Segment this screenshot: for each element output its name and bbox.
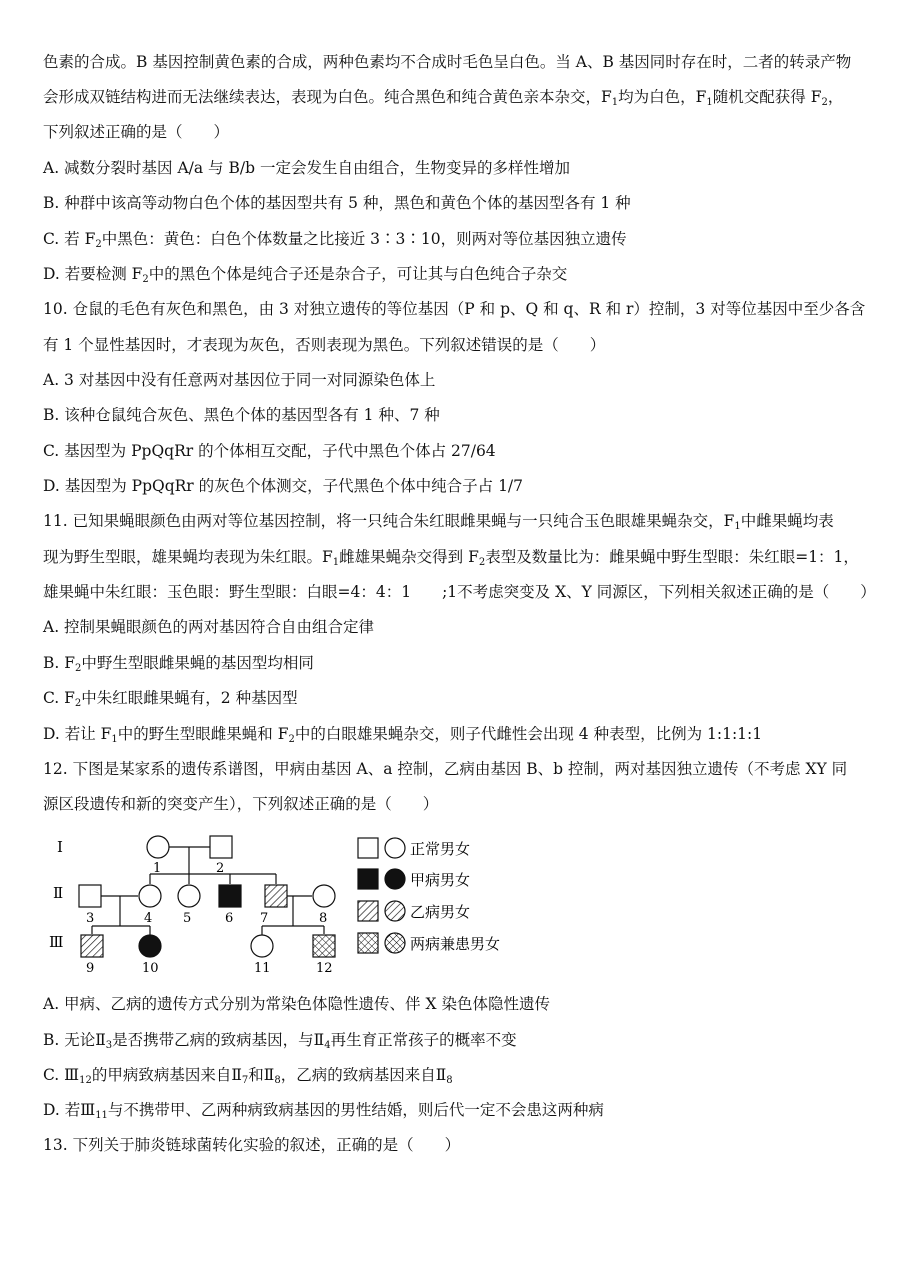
q11-stem-line2: 现为野生型眼，雄果蝇均表现为朱红眼。$F_1$雌雄果蝇杂交得到 $F_2$表型及数量比为：雌果蝇中野生型眼：朱红眼=1：1， — [43, 548, 859, 568]
q12-option-a: A. 甲病、乙病的遗传方式分别为常染色体隐性遗传、伴 X 染色体隐性遗传 — [43, 995, 550, 1013]
individual-III-11 — [251, 935, 273, 957]
individual-II-7 — [265, 885, 287, 907]
q10-stem-line2: 有 1 个显性基因时，才表现为灰色，否则表现为黑色。下列叙述错误的是（ ） — [43, 336, 606, 354]
q9-stem-line2: 会形成双链结构进而无法继续表达，表现为白色。纯合黑色和纯合黄色亲本杂交，$F_1$均为白色，$F_1$随机交配获得 $F_2$， — [43, 88, 844, 108]
individual-number-5: 5 — [183, 911, 192, 926]
q10-option-a: A. 3 对基因中没有任意两对基因位于同一对同源染色体上 — [43, 371, 436, 389]
q12-stem-line2: 源区段遗传和新的突变产生），下列叙述正确的是（ ） — [43, 795, 439, 813]
q12-option-b: B. 无论$Ⅱ_3$是否携带乙病的致病基因，与$Ⅱ_4$再生育正常孩子的概率不变 — [43, 1031, 517, 1051]
legend-both-diseases-male-symbol — [358, 933, 378, 953]
legend-normal-female-symbol — [385, 838, 405, 858]
legend-normal-male-symbol — [358, 838, 378, 858]
q12-stem-line1: 12. 下图是某家系的遗传系谱图，甲病由基因 A、a 控制，乙病由基因 B、b 控制，两对基因独立遗传（不考虑 XY 同 — [43, 760, 848, 778]
generation-label-II: Ⅱ — [53, 884, 64, 902]
q11-stem-line1: 11. 已知果蝇眼颜色由两对等位基因控制，将一只纯合朱红眼雌果蝇与一只纯合玉色眼雄果蝇杂交，$F_1$中雌果蝇均表 — [43, 512, 834, 532]
individual-III-12 — [313, 935, 335, 957]
individual-number-3: 3 — [86, 911, 95, 926]
q9-stem-line3: 下列叙述正确的是（ ） — [43, 123, 230, 141]
generation-label-III: Ⅲ — [49, 933, 64, 951]
individual-number-6: 6 — [225, 911, 234, 926]
pedigree-legend — [358, 838, 500, 953]
individual-II-4 — [139, 885, 161, 907]
q13-stem: 13. 下列关于肺炎链球菌转化实验的叙述，正确的是（ ） — [43, 1136, 461, 1154]
legend-disease-a-female-symbol — [385, 869, 405, 889]
individual-II-6 — [219, 885, 241, 907]
individual-number-4: 4 — [144, 911, 153, 926]
individual-number-8: 8 — [319, 911, 328, 926]
individual-I-2 — [210, 836, 232, 858]
q9-stem-line1: 色素的合成。B 基因控制黄色素的合成，两种色素均不合成时毛色呈白色。当 A、B 基因同时存在时，二者的转录产物 — [43, 53, 852, 71]
individual-III-10 — [139, 935, 161, 957]
q12-option-d: D. 若$Ⅲ_{11}$与不携带甲、乙两种病致病基因的男性结婚，则后代一定不会患这两种病 — [43, 1101, 604, 1121]
individual-II-5 — [178, 885, 200, 907]
q12-option-c: C. $Ⅲ_{12}$的甲病致病基因来自$Ⅱ_7$和$Ⅱ_8$，乙病的致病基因来自$Ⅱ_8$ — [43, 1066, 453, 1086]
q9-option-b: B. 种群中该高等动物白色个体的基因型共有 5 种，黑色和黄色个体的基因型各有 1 种 — [43, 194, 631, 212]
legend-both-diseases-female-symbol — [385, 933, 405, 953]
legend-disease-b-male-symbol — [358, 901, 378, 921]
q10-option-c: C. 基因型为 PpQqRr 的个体相互交配，子代中黑色个体占 27/64 — [43, 442, 496, 460]
q9-option-a: A. 减数分裂时基因 A/a 与 B/b 一定会发生自由组合，生物变异的多样性增加 — [43, 159, 570, 177]
legend-both-diseases-label: 两病兼患男女 — [410, 935, 501, 953]
individual-III-9 — [81, 935, 103, 957]
individual-number-12: 12 — [316, 961, 333, 976]
pedigree-chart — [43, 822, 523, 980]
legend-disease-b-female-symbol — [385, 901, 405, 921]
legend-disease-a-male-symbol — [358, 869, 378, 889]
legend-disease-b-label: 乙病男女 — [410, 903, 471, 921]
q9-option-c: C. 若 $F_2$中黑色：黄色：白色个体数量之比接近 3∶3∶10，则两对等位基因独立遗传 — [43, 230, 627, 250]
individual-number-11: 11 — [254, 961, 271, 976]
legend-disease-a-label: 甲病男女 — [410, 871, 471, 889]
q11-option-c: C. $F_2$中朱红眼雌果蝇有，2 种基因型 — [43, 689, 298, 709]
individual-II-3 — [79, 885, 101, 907]
individual-number-1: 1 — [153, 861, 162, 876]
q11-option-b: B. $F_2$中野生型眼雌果蝇的基因型均相同 — [43, 654, 314, 674]
q10-option-d: D. 基因型为 PpQqRr 的灰色个体测交，子代黑色个体中纯合子占 1/7 — [43, 477, 524, 495]
q10-option-b: B. 该种仓鼠纯合灰色、黑色个体的基因型各有 1 种、7 种 — [43, 406, 440, 424]
q11-stem-line3: 雄果蝇中朱红眼：玉色眼：野生型眼：白眼=4：4：1 ;1不考虑突变及 X、Y 同源区，下列相关叙述正确的是（ ） — [43, 583, 876, 601]
q9-option-d: D. 若要检测 $F_2$中的黑色个体是纯合子还是杂合子，可让其与白色纯合子杂交 — [43, 265, 568, 285]
q10-stem-line1: 10. 仓鼠的毛色有灰色和黑色，由 3 对独立遗传的等位基因（P 和 p、Q 和 q、R 和 r）控制，3 对等位基因中至少各含 — [43, 300, 866, 318]
individual-I-1 — [147, 836, 169, 858]
generation-label-I: Ⅰ — [57, 838, 63, 856]
individual-II-8 — [313, 885, 335, 907]
individual-number-9: 9 — [86, 961, 95, 976]
individual-number-7: 7 — [260, 911, 269, 926]
legend-normal-label: 正常男女 — [410, 840, 471, 858]
individual-number-10: 10 — [142, 961, 159, 976]
q11-option-d: D. 若让 $F_1$中的野生型眼雌果蝇和 $F_2$中的白眼雄果蝇杂交，则子代雌性会出现 4 种表型，比例为 1:1:1:1 — [43, 725, 763, 745]
individual-number-2: 2 — [216, 861, 225, 876]
q11-option-a: A. 控制果蝇眼颜色的两对基因符合自由组合定律 — [43, 618, 375, 636]
